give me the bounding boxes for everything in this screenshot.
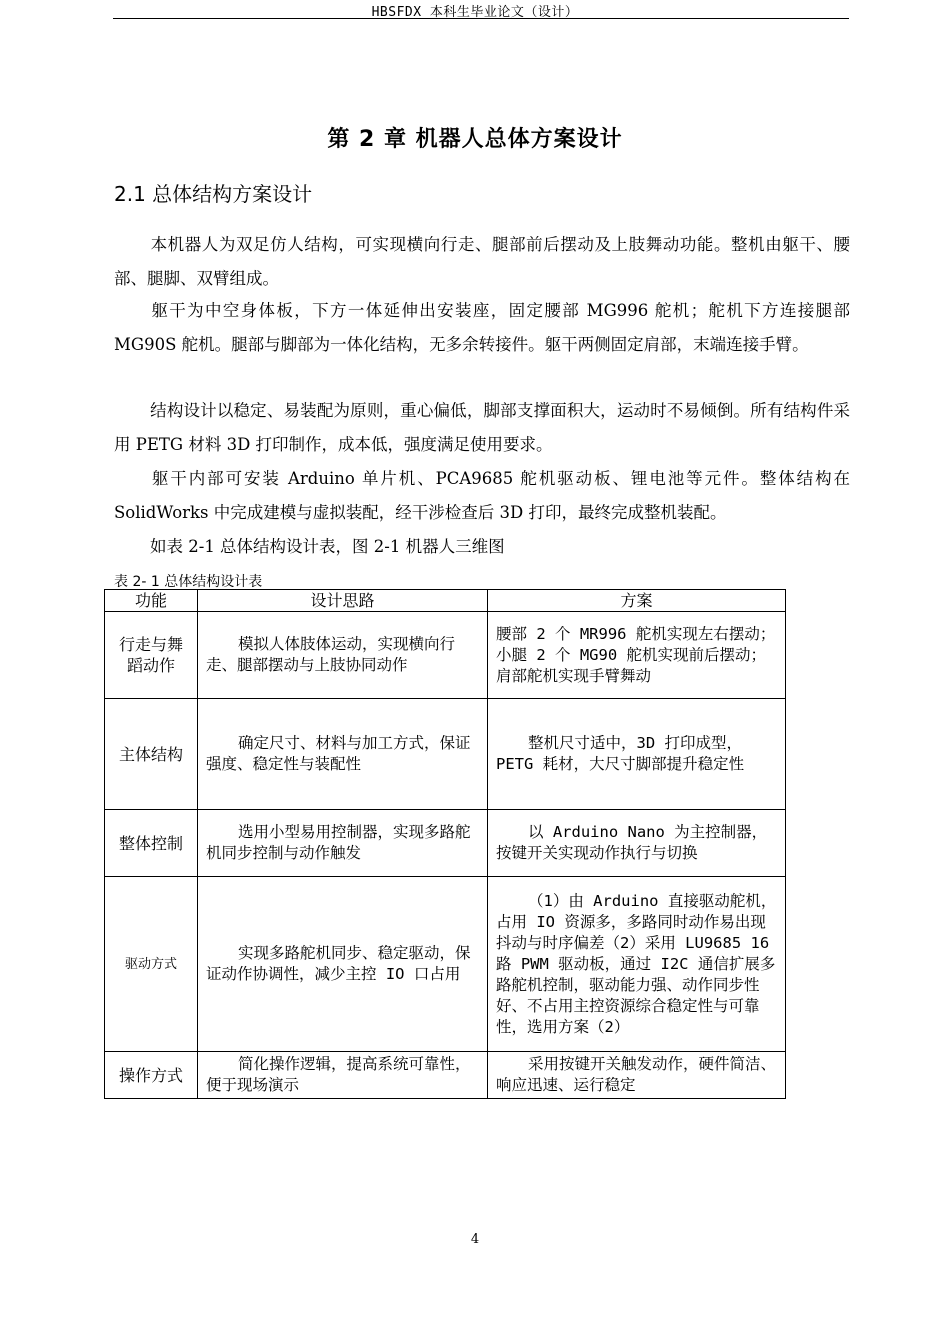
- plan-cell: [488, 1052, 786, 1099]
- column-header-idea: 设计思路: [198, 590, 488, 612]
- plan-text: 以 Arduino Nano 为主控制器，按键开关实现动作执行与切换: [496, 823, 768, 862]
- plan-cell: [488, 612, 786, 699]
- table-row: [105, 1052, 786, 1099]
- idea-text: 实现多路舵机同步、稳定驱动，保证动作协调性，减少主控 IO 口占用: [206, 944, 471, 983]
- table-row: [105, 699, 786, 810]
- plan-text: 整机尺寸适中，3D 打印成型，PETG 耗材，大尺寸脚部提升稳定性: [496, 734, 745, 773]
- idea-text: 选用小型易用控制器，实现多路舵机同步控制与动作触发: [206, 823, 471, 862]
- plan-text: （1）由 Arduino 直接驱动舵机，占用 IO 资源多，多路同时动作易出现抖动与时序偏差（2）采用 LU9685 16 路 PWM 驱动板，通过 I2C 通信扩展多路舵机控制，驱动能力强、动作同步性好、不占用主控资源综合稳定性与可靠性，选用方案（2）: [496, 891, 777, 1036]
- idea-cell: [198, 699, 488, 810]
- function-cell: 主体结构: [105, 699, 198, 810]
- table-row: [105, 612, 786, 699]
- idea-text: 模拟人体肢体运动，实现横向行走、腿部摆动与上肢协同动作: [206, 635, 456, 674]
- paragraph-text: 如表 2-1 总体结构设计表，图 2-1 机器人三维图: [150, 537, 505, 556]
- column-header-function: 功能: [105, 590, 198, 612]
- paragraph-text: 结构设计以稳定、易装配为原则，重心偏低，脚部支撑面积大，运动时不易倾倒。所有结构件采用 PETG 材料 3D 打印制作，成本低，强度满足使用要求。: [114, 401, 850, 454]
- plan-cell: [488, 699, 786, 810]
- paragraph: [114, 294, 850, 362]
- paragraph: [114, 462, 850, 530]
- idea-cell: [198, 612, 488, 699]
- paragraph-text: 躯干为中空身体板，下方一体延伸出安装座，固定腰部 MG996 舵机；舵机下方连接腿部 MG90S 舵机。腿部与脚部为一体化结构，无多余转接件。躯干两侧固定肩部，末端连接手臂。: [114, 301, 850, 354]
- idea-cell: [198, 1052, 488, 1099]
- idea-cell: [198, 810, 488, 877]
- idea-text: 确定尺寸、材料与加工方式，保证强度、稳定性与装配性: [206, 734, 471, 773]
- running-header: HBSFDX 本科生毕业论文（设计）: [371, 5, 579, 20]
- function-cell: 操作方式: [105, 1052, 198, 1099]
- column-header-plan: 方案: [488, 590, 786, 612]
- paragraph: [114, 228, 850, 296]
- function-cell: 整体控制: [105, 810, 198, 877]
- design-table: [104, 589, 786, 1099]
- section-title: 2.1 总体结构方案设计: [114, 182, 313, 206]
- paragraph-text: 躯干内部可安装 Arduino 单片机、PCA9685 舵机驱动板、锂电池等元件。整体结构在 SolidWorks 中完成建模与虚拟装配，经干涉检查后 3D 打印，最终完成整机装配。: [114, 469, 850, 522]
- paragraph-text: 本机器人为双足仿人结构，可实现横向行走、腿部前后摆动及上肢舞动功能。整机由躯干、腰部、腿脚、双臂组成。: [114, 235, 850, 288]
- paragraph: [114, 394, 850, 462]
- table-row: [105, 810, 786, 877]
- header-rule: [113, 18, 849, 19]
- table-row: [105, 877, 786, 1052]
- table-header-row: [105, 590, 786, 612]
- paragraph: [114, 530, 850, 564]
- idea-cell: [198, 877, 488, 1052]
- idea-text: 简化操作逻辑，提高系统可靠性，便于现场演示: [206, 1055, 471, 1094]
- plan-cell: [488, 877, 786, 1052]
- table-caption: 表 2- 1 总体结构设计表: [114, 574, 263, 590]
- function-cell: 驱动方式: [105, 877, 198, 1052]
- function-cell: 行走与舞蹈动作: [105, 612, 198, 699]
- plan-text: 采用按键开关触发动作，硬件简洁、响应迅速、运行稳定: [496, 1055, 777, 1094]
- plan-cell: [488, 810, 786, 877]
- page-number: 4: [470, 1232, 480, 1247]
- chapter-title: 第 2 章 机器人总体方案设计: [327, 127, 623, 152]
- plan-text: 腰部 2 个 MR996 舵机实现左右摆动；小腿 2 个 MG90 舵机实现前后摆动；肩部舵机实现手臂舞动: [496, 624, 776, 685]
